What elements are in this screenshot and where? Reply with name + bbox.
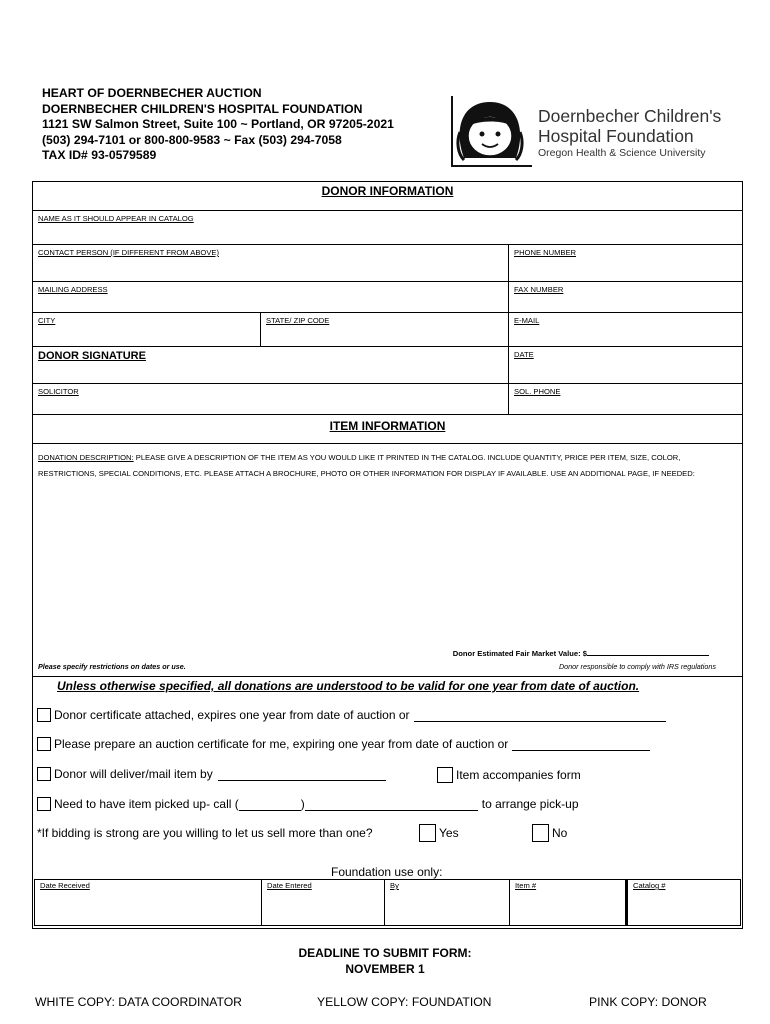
pickup-suffix-label: to arrange pick-up [481, 797, 579, 811]
solicitor-phone-label: SOL. PHONE [514, 387, 561, 396]
donation-description-label: DONATION DESCRIPTION: [38, 453, 134, 462]
mailing-address-field[interactable] [33, 281, 508, 312]
contact-person-label: CONTACT PERSON (IF DIFFERENT FROM ABOVE) [38, 248, 219, 257]
catalog-name-label: NAME AS IT SHOULD APPEAR IN CATALOG [38, 214, 194, 223]
header-tax-id: TAX ID# 93-0579589 [42, 148, 157, 163]
solicitor-field[interactable] [33, 383, 508, 414]
pickup-checkbox[interactable] [37, 797, 51, 811]
email-label: E-MAIL [514, 316, 540, 325]
donor-info-title: DONOR INFORMATION [321, 184, 454, 198]
item-accompanies-label: Item accompanies form [456, 768, 581, 782]
donor-signature-field[interactable] [33, 346, 508, 383]
date-field[interactable] [508, 346, 742, 383]
certificate-attached-checkbox[interactable] [37, 708, 51, 722]
date-received-field[interactable] [35, 880, 262, 925]
catalog-name-field[interactable] [33, 210, 742, 245]
header-phone: (503) 294-7101 or 800-800-9583 ~ Fax (503) 294-7058 [42, 132, 342, 147]
donation-description-field[interactable] [33, 443, 742, 677]
by-field[interactable] [385, 880, 510, 925]
header-address: 1121 SW Salmon Street, Suite 100 ~ Portland, OR 97205-2021 [42, 117, 394, 132]
organization-header [42, 86, 394, 164]
pickup-phone-input[interactable] [305, 798, 478, 811]
deadline-notice [0, 946, 770, 977]
date-entered-field[interactable] [262, 880, 385, 925]
state-zip-label: STATE/ ZIP CODE [266, 316, 330, 325]
pickup-paren-close: ) [300, 797, 305, 811]
certificate-expiry-input[interactable] [414, 709, 666, 722]
sell-more-no-checkbox[interactable] [532, 824, 549, 842]
prepare-certificate-checkbox[interactable] [37, 737, 51, 751]
foundation-logo [446, 92, 736, 168]
phone-number-label: PHONE NUMBER [514, 248, 577, 257]
child-face-icon [446, 92, 534, 168]
donor-signature-label: DONOR SIGNATURE [38, 350, 146, 362]
donor-info-header [33, 182, 742, 211]
logo-line-3: Oregon Health & Science University [538, 147, 706, 159]
foundation-use-table [34, 879, 741, 926]
deliver-mail-label: Donor will deliver/mail item by [54, 767, 213, 781]
donation-form [32, 181, 743, 929]
fair-market-value-field[interactable] [453, 647, 709, 658]
header-line-1: HEART OF DOERNBECHER AUCTION [42, 86, 262, 100]
prepare-certificate-expiry-input[interactable] [512, 738, 650, 751]
foundation-use-title: Foundation use only: [331, 865, 443, 879]
fax-number-field[interactable] [508, 281, 742, 312]
pickup-label: Need to have item picked up- call ( [54, 797, 239, 811]
date-entered-label: Date Entered [267, 881, 312, 890]
fair-market-value-label: Donor Estimated Fair Market Value: $ [452, 649, 587, 658]
city-label: CITY [38, 316, 56, 325]
prepare-certificate-label: Please prepare an auction certificate for me, expiring one year from date of auction or [54, 737, 509, 751]
pink-copy-note: PINK COPY: DONOR [589, 995, 707, 1009]
deliver-mail-checkbox[interactable] [37, 767, 51, 781]
catalog-number-label: Catalog # [633, 881, 666, 890]
catalog-number-field[interactable] [626, 880, 740, 925]
mailing-address-label: MAILING ADDRESS [38, 285, 108, 294]
irs-note: Donor responsible to comply with IRS regulations [558, 662, 716, 671]
item-number-label: Item # [515, 881, 537, 890]
logo-line-2: Hospital Foundation [538, 126, 694, 146]
fair-market-value-line [587, 647, 709, 656]
deadline-line-1: DEADLINE TO SUBMIT FORM: [298, 946, 472, 960]
item-number-field[interactable] [510, 880, 626, 925]
city-field[interactable] [33, 312, 260, 346]
white-copy-note: WHITE COPY: DATA COORDINATOR [35, 995, 242, 1009]
header-line-2: DOERNBECHER CHILDREN'S HOSPITAL FOUNDATION [42, 101, 363, 116]
item-accompanies-checkbox[interactable] [437, 767, 453, 783]
logo-line-1: Doernbecher Children's [538, 106, 722, 126]
certificate-attached-label: Donor certificate attached, expires one year from date of auction or [54, 708, 410, 722]
yellow-copy-note: YELLOW COPY: FOUNDATION [317, 995, 492, 1009]
item-info-header [33, 414, 742, 444]
deadline-line-2: NOVEMBER 1 [345, 961, 425, 976]
sell-more-question: *If bidding is strong are you willing to let us sell more than one? [37, 826, 373, 840]
date-label: DATE [514, 350, 534, 359]
fax-number-label: FAX NUMBER [514, 285, 564, 294]
by-label: By [390, 881, 399, 890]
item-info-title: ITEM INFORMATION [329, 419, 446, 433]
sell-more-no-label: No [552, 826, 568, 840]
restrictions-note: Please specify restrictions on dates or use. [38, 662, 186, 671]
phone-number-field[interactable] [508, 244, 742, 281]
sell-more-yes-label: Yes [439, 826, 459, 840]
date-received-label: Date Received [40, 881, 90, 890]
sell-more-yes-checkbox[interactable] [419, 824, 436, 842]
solicitor-label: SOLICITOR [38, 387, 79, 396]
email-field[interactable] [508, 312, 742, 346]
validity-note: Unless otherwise specified, all donations are understood to be valid for one year from date of auction. [57, 679, 640, 693]
donation-description-instructions: PLEASE GIVE A DESCRIPTION OF THE ITEM AS YOU WOULD LIKE IT PRINTED IN THE CATALOG. INCLUDE QUANTITY, PRICE PER ITEM, SIZE, COLOR, RESTRICTIONS, SPECIAL CONDITIONS, ETC. PLEASE ATTACH A BROCHURE, PHOTO OR OTHER INFORMATION FOR DISPLAY IF AVAILABLE. USE AN ADDITIONAL PAGE, IF NEEDED: [38, 453, 695, 478]
state-zip-field[interactable] [260, 312, 509, 346]
deliver-by-date-input[interactable] [218, 768, 386, 781]
contact-person-field[interactable] [33, 244, 508, 281]
pickup-area-code-input[interactable] [239, 798, 301, 811]
solicitor-phone-field[interactable] [508, 383, 742, 414]
